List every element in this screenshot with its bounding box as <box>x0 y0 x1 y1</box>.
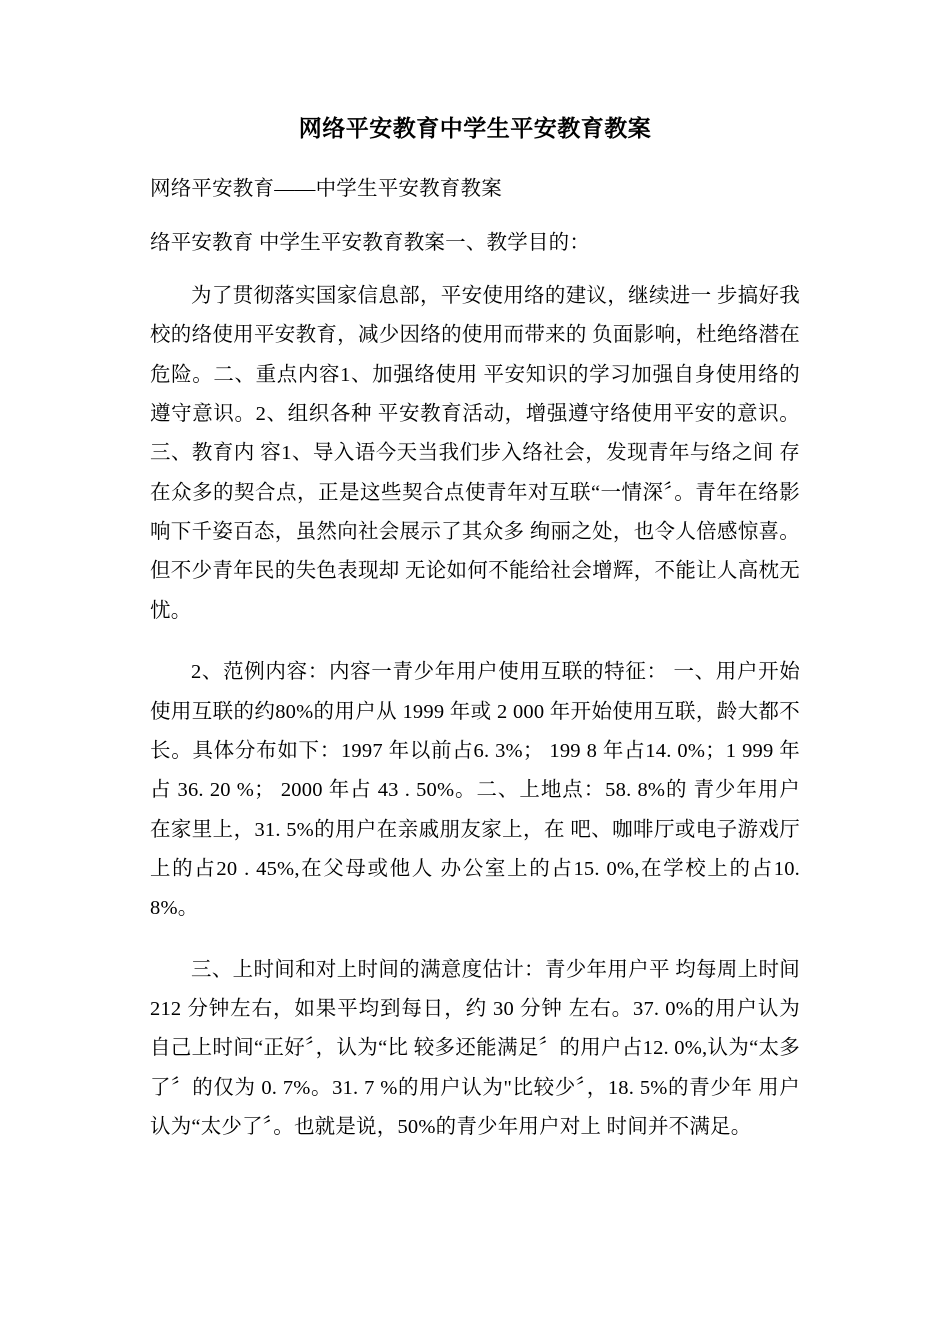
paragraph-subtitle: 网络平安教育——中学生平安教育教案 <box>150 178 502 201</box>
paragraph-body-2: 2、范例内容：内容一青少年用户使用互联的特征： 一、用户开始使用互联的约80%的用户从 1999 年或 2 000 年开始使用互联，龄大都不长。具体分布如下：1997 年以前占6. 3%； 199 8 年占14. 0%；1 999 年占 36. 20 %； 2000 年占 43 . 50%。二、上地点：58. 8%的 青少年用户在家里上，31. 5%的用户在亲戚朋友家上，在 吧、咖啡厅或电子游戏厅上的占20 . 45%,在父母或他人 办公室上的占15. 0%,在学校上的占10. 8%。 <box>150 661 800 920</box>
paragraph-body-1: 为了贯彻落实国家信息部，平安使用络的建议，继续进一 步搞好我校的络使用平安教育，减少因络的使用而带来的 负面影响，杜绝络潜在危险。二、重点内容1、加强络使用 平安知识的学习加强自身使用络的遵守意识。2、组织各种 平安教育活动，增强遵守络使用平安的意识。三、教育内 容1、导入语今天当我们步入络社会，发现青年与络之间 存在众多的契合点，正是这些契合点使青年对互联“一情深〞。青年在络影响下千姿百态，虽然向社会展示了其众多 绚丽之处，也令人倍感惊喜。但不少青年民的失色表现却 无论如何不能给社会增辉，不能让人高枕无忧。 <box>150 284 800 622</box>
page-title: 网络平安教育中学生平安教育教案 <box>298 115 652 141</box>
paragraph-body-3: 三、上时间和对上时间的满意度估计：青少年用户平 均每周上时间 212 分钟左右，如果平均到每日，约 30 分钟 左右。37. 0%的用户认为自己上时间“正好〞，认为“比 较多还能满足〞的用户占12. 0%,认为“太多了〞的仅为 0. 7%。31. 7 %的用户认为"比较少〞，18. 5%的青少年 用户认为“太少了〞。也就是说，50%的青少年用户对上 时间并不满足。 <box>150 958 800 1139</box>
paragraph-heading: 络平安教育 中学生平安教育教案一、教学目的： <box>150 231 591 254</box>
